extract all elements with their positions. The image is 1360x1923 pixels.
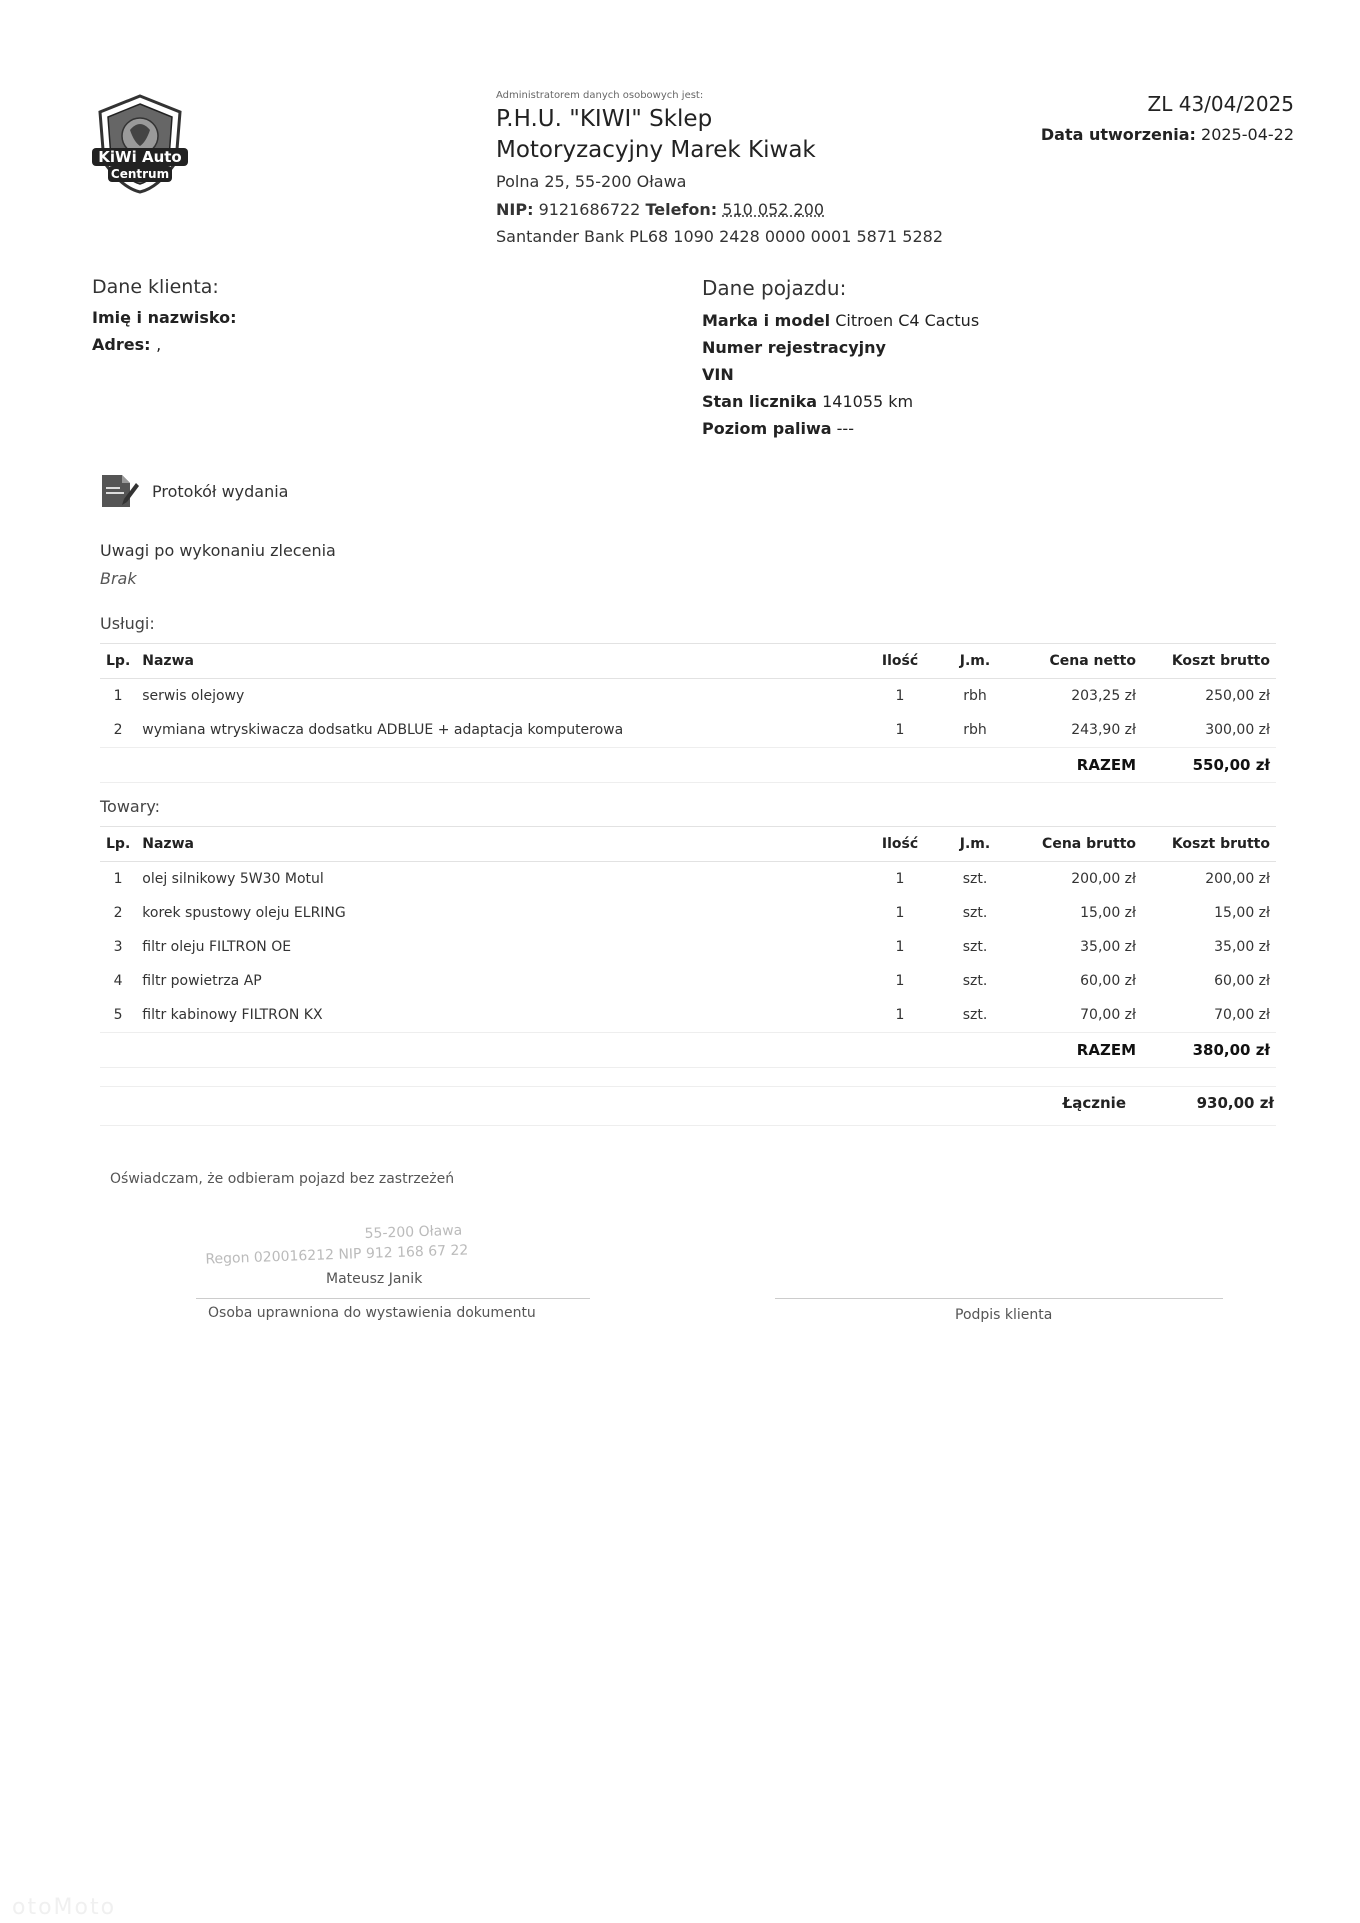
client-address-value: , <box>156 335 162 354</box>
table-row <box>100 862 1276 897</box>
table-row <box>100 679 1276 714</box>
cell-name: serwis olejowy <box>142 688 245 704</box>
protocol-section <box>100 473 288 509</box>
protocol-label: Protokół wydania <box>152 481 289 501</box>
cell-lp: 2 <box>113 905 123 921</box>
declaration: Oświadczam, że odbieram pojazd bez zastrzeżeń <box>110 1171 455 1187</box>
cell-qty: 1 <box>895 871 905 887</box>
stamp-line-1: 55-200 Oława <box>364 1222 463 1243</box>
cell-name: filtr kabinowy FILTRON KX <box>142 1007 323 1023</box>
vehicle-heading: Dane pojazdu: <box>702 276 847 300</box>
company-bank: Santander Bank PL68 1090 2428 0000 0001 5871 5282 <box>496 227 944 246</box>
vehicle-reg <box>702 338 886 357</box>
cell-lp: 1 <box>113 688 123 704</box>
col-lp: Lp. <box>100 827 136 862</box>
vehicle-vin <box>702 365 734 384</box>
table-row <box>100 896 1276 930</box>
cell-cost: 250,00 zł <box>1205 688 1270 704</box>
issuer-signature-line <box>196 1298 590 1299</box>
vehicle-reg-label: Numer rejestracyjny <box>702 338 886 357</box>
cell-lp: 4 <box>113 973 123 989</box>
phone-label: Telefon: <box>645 200 718 219</box>
client-name-label: Imię i nazwisko: <box>92 308 237 327</box>
logo-text-bottom: Centrum <box>110 167 170 181</box>
goods-total-value: 380,00 zł <box>1142 1033 1276 1068</box>
col-gross-price: Cena brutto <box>1010 827 1142 862</box>
cell-cost: 300,00 zł <box>1205 722 1270 738</box>
created-value: 2025-04-22 <box>1201 125 1294 144</box>
grand-total-label: Łącznie <box>1062 1094 1126 1112</box>
vehicle-vin-label: VIN <box>702 365 734 384</box>
cell-unit: rbh <box>963 688 987 704</box>
company-name <box>496 104 816 166</box>
client-address <box>92 335 161 354</box>
vehicle-make <box>702 311 979 330</box>
created-label: Data utworzenia: <box>1040 125 1196 144</box>
goods-total-row <box>100 1033 1276 1068</box>
cell-unit: szt. <box>962 871 988 887</box>
services-total-row <box>100 748 1276 783</box>
col-lp: Lp. <box>100 644 136 679</box>
cell-name: filtr oleju FILTRON OE <box>142 939 292 955</box>
cell-lp: 5 <box>113 1007 123 1023</box>
document-pen-icon <box>100 473 140 509</box>
cell-name: korek spustowy oleju ELRING <box>142 905 346 921</box>
company-stamp <box>204 1220 468 1269</box>
goods-total-label: RAZEM <box>1010 1033 1142 1068</box>
cell-qty: 1 <box>895 905 905 921</box>
cell-qty: 1 <box>895 1007 905 1023</box>
nip-value: 9121686722 <box>538 200 641 219</box>
grand-total-value: 930,00 zł <box>1196 1094 1274 1112</box>
client-signature-line <box>775 1298 1223 1299</box>
cell-lp: 3 <box>113 939 123 955</box>
cell-unit: szt. <box>962 973 988 989</box>
cell-cost: 70,00 zł <box>1214 1007 1270 1023</box>
client-heading: Dane klienta: <box>92 276 219 298</box>
col-qty: Ilość <box>860 644 940 679</box>
admin-note: Administratorem danych osobowych jest: <box>496 90 704 101</box>
goods-label: Towary: <box>100 797 161 816</box>
cell-price: 243,90 zł <box>1071 722 1136 738</box>
cell-price: 35,00 zł <box>1080 939 1136 955</box>
services-total-label: RAZEM <box>1010 748 1142 783</box>
table-row <box>100 964 1276 998</box>
signer-name: Mateusz Janik <box>326 1271 423 1287</box>
cell-qty: 1 <box>895 722 905 738</box>
col-unit: J.m. <box>940 827 1010 862</box>
services-total-value: 550,00 zł <box>1142 748 1276 783</box>
nip-label: NIP: <box>496 200 534 219</box>
vehicle-odometer-value: 141055 km <box>822 392 914 411</box>
vehicle-odometer <box>702 392 913 411</box>
col-gross-cost: Koszt brutto <box>1142 644 1276 679</box>
cell-qty: 1 <box>895 688 905 704</box>
watermark: otoMoto <box>12 1895 117 1920</box>
cell-name: olej silnikowy 5W30 Motul <box>142 871 324 887</box>
services-header-row <box>100 644 1276 679</box>
cell-price: 60,00 zł <box>1080 973 1136 989</box>
stamp-line-2: Regon 020016212 NIP 912 168 67 22 <box>205 1242 469 1268</box>
col-net-price: Cena netto <box>1010 644 1142 679</box>
company-nip-phone <box>496 200 824 219</box>
table-row <box>100 930 1276 964</box>
company-name-line1: P.H.U. "KIWI" Sklep <box>496 106 713 132</box>
logo-text-top: KiWi Auto <box>98 148 182 166</box>
cell-unit: szt. <box>962 905 988 921</box>
cell-unit: szt. <box>962 1007 988 1023</box>
company-logo <box>92 92 188 196</box>
col-name: Nazwa <box>136 827 860 862</box>
remarks-heading: Uwagi po wykonaniu zlecenia <box>100 541 336 560</box>
cell-price: 200,00 zł <box>1071 871 1136 887</box>
client-address-label: Adres: <box>92 335 151 354</box>
vehicle-make-value: Citroen C4 Cactus <box>835 311 980 330</box>
vehicle-make-label: Marka i model <box>702 311 831 330</box>
vehicle-fuel-value: --- <box>836 419 854 438</box>
vehicle-fuel <box>702 419 854 438</box>
cell-price: 70,00 zł <box>1080 1007 1136 1023</box>
cell-qty: 1 <box>895 973 905 989</box>
col-unit: J.m. <box>940 644 1010 679</box>
cell-qty: 1 <box>895 939 905 955</box>
phone-link[interactable]: 510 052 200 <box>722 200 825 219</box>
issuer-caption: Osoba uprawniona do wystawienia dokumentu <box>208 1305 536 1321</box>
table-row <box>100 998 1276 1033</box>
cell-lp: 2 <box>113 722 123 738</box>
document-created <box>1041 125 1294 144</box>
cell-price: 15,00 zł <box>1080 905 1136 921</box>
company-address: Polna 25, 55-200 Oława <box>496 172 687 191</box>
cell-name: wymiana wtryskiwacza dodsatku ADBLUE + adaptacja komputerowa <box>142 722 624 738</box>
client-caption: Podpis klienta <box>955 1307 1053 1323</box>
cell-unit: rbh <box>963 722 987 738</box>
cell-cost: 35,00 zł <box>1214 939 1270 955</box>
company-name-line2: Motoryzacyjny Marek Kiwak <box>496 137 816 163</box>
col-qty: Ilość <box>860 827 940 862</box>
table-row <box>100 713 1276 748</box>
col-gross-cost: Koszt brutto <box>1142 827 1276 862</box>
cell-unit: szt. <box>962 939 988 955</box>
remarks-value: Brak <box>100 569 137 588</box>
cell-cost: 60,00 zł <box>1214 973 1270 989</box>
cell-price: 203,25 zł <box>1071 688 1136 704</box>
services-label: Usługi: <box>100 614 155 633</box>
vehicle-fuel-label: Poziom paliwa <box>702 419 832 438</box>
services-table <box>100 643 1276 783</box>
cell-lp: 1 <box>113 871 123 887</box>
cell-cost: 200,00 zł <box>1205 871 1270 887</box>
cell-name: filtr powietrza AP <box>142 973 262 989</box>
document-number: ZL 43/04/2025 <box>1147 92 1294 116</box>
goods-header-row <box>100 827 1276 862</box>
goods-table <box>100 826 1276 1068</box>
col-name: Nazwa <box>136 644 860 679</box>
vehicle-odometer-label: Stan licznika <box>702 392 818 411</box>
cell-cost: 15,00 zł <box>1214 905 1270 921</box>
